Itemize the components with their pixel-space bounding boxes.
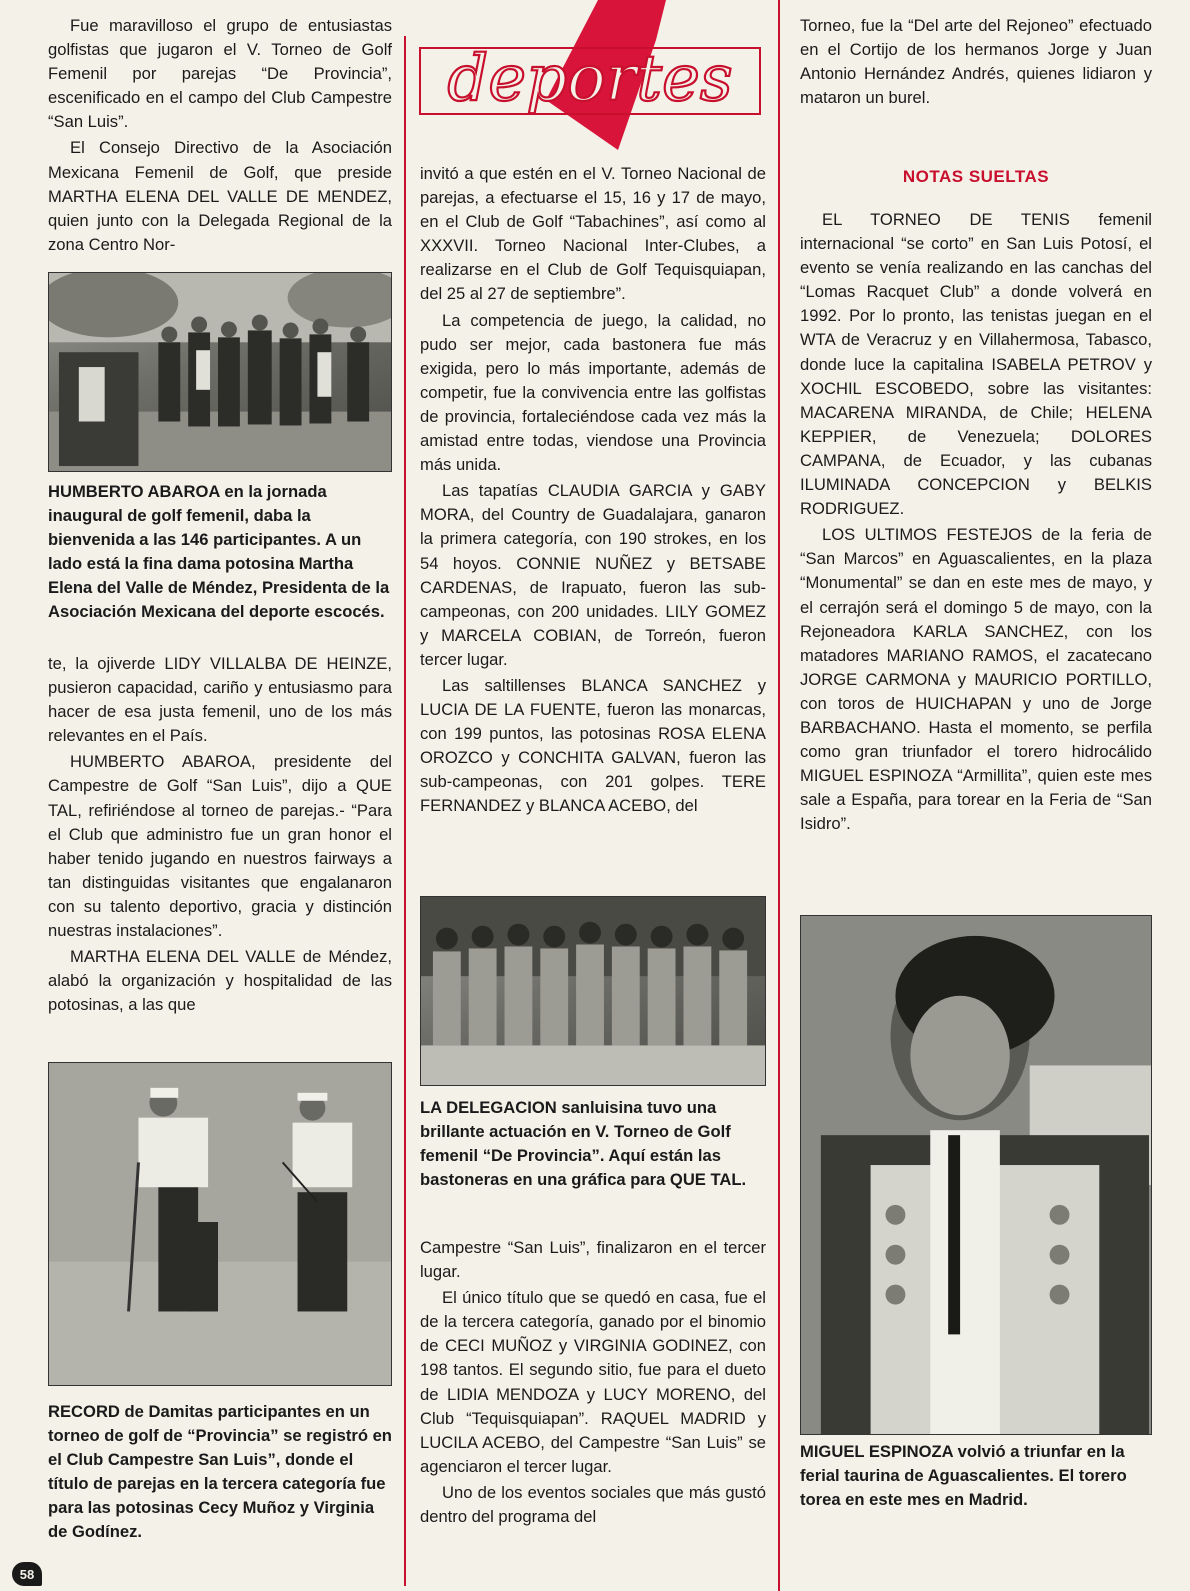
col3-paragraph-3: LOS ULTIMOS FESTEJOS de la feria de “San Marcos” en Aguascalientes, en la plaza “Monumental” se dan en este mes de mayo, y el cerrajón será el domingo 5 de mayo, con la Rejoneadora KARLA SANCHEZ, con los matadores MARIANO RAMOS, el zacatecano JORGE CARMONA y MAURICIO PORTILLO, con toros de HUICHAPAN y uno de Jorge BARBACHANO. Hasta el momento, se perfila como gran triunfador el torero hidrocálido MIGUEL ESPINOZA “Armillita”, quien este mes sale a España, para torear en la Feria de “San Isidro”. [800, 525, 1152, 834]
col3-paragraph-1: Torneo, fue la “Del arte del Rejoneo” efectuado en el Cortijo de los hermanos Jorge y Juan Antonio Hernández Andrés, quienes lidiaron y mataron un burel. [800, 16, 1152, 108]
col3-paragraph-2: EL TORNEO DE TENIS femenil internacional “se corto” en San Luis Potosí, el evento se venía realizando en las canchas del “Lomas Racquet Club” a donde volverá en 1992. Por lo pronto, las tenistas juegan en el WTA de Veracruz y en Villahermosa, Tabasco, donde luce la capitalina ISABELA PETROV y XOCHIL ESCOBEDO, sobre las visitantes: MACARENA MIRANDA, de Chile; HELENA KEPPIER, de Venezuela; DOLORES CAMPANA, de Ecuador, y las cubanas ILUMINADA CONCEPCION y BELKIS RODRIGUEZ. [800, 210, 1152, 519]
col2-paragraph-1: invitó a que estén en el V. Torneo Nacional de parejas, a efectuarse el 15, 16 y 17 de mayo, en el Club de Golf “Tabachines”, así como al XXXVII. Torneo Nacional Inter-Clubes, a realizarse en el Club de Golf Tequisquiapan, del 25 al 27 de septiembre”. [420, 164, 766, 304]
photo-inauguration [48, 272, 392, 472]
column-rule-left [404, 36, 406, 1586]
column-1-mid [48, 652, 392, 1019]
col1-paragraph-3: te, la ojiverde LIDY VILLALBA DE HEINZE, pusieron capacidad, cariño y entusiasmo para hacer de esa justa femenil, uno de los más relevantes en el País. [48, 654, 392, 746]
col1-paragraph-1: Fue maravilloso el grupo de entusiastas golfistas que jugaron el V. Torneo de Golf Femenil por parejas “De Provincia”, escenificado en el campo del Club Campestre “San Luis”. [48, 16, 392, 132]
col2-caption: LA DELEGACION sanluisina tuvo una brillante actuación en V. Torneo de Golf femenil “De Provincia”. Aquí están las bastoneras en una gráfica para QUE TAL. [420, 1098, 747, 1190]
golf-swing-icon [49, 1063, 391, 1385]
col1-caption-1: HUMBERTO ABAROA en la jornada inaugural de golf femenil, daba la bienvenida a las 146 participantes. A un lado está la fina dama potosina Martha Elena del Valle de Méndez, Presidenta de la Asociación Mexicana del deporte escocés. [48, 482, 390, 622]
photo-delegation [420, 896, 766, 1086]
section-title: deportes [447, 42, 733, 116]
col1-paragraph-2: El Consejo Directivo de la Asociación Mexicana Femenil de Golf, que preside MARTHA ELENA DEL VALLE DE MENDEZ, quien junto con la Delegada Regional de la zona Centro Nor- [48, 138, 392, 254]
column-2-bottom [420, 1236, 766, 1531]
column-3-body [800, 208, 1152, 838]
podium-group-icon [49, 273, 391, 471]
col2-paragraph-3: Las tapatías CLAUDIA GARCIA y GABY MORA, del Country de Guadalajara, ganaron la primera categoría, con 190 strokes, en los 54 hoyos. CONNIE NUÑEZ y BETSABE CARDENAS, de Irapuato, fueron las sub-campeonas, con 200 unidades. LILY GOMEZ y MARCELA COBIAN, de Torreón, fueron tercer lugar. [420, 481, 766, 669]
col2-paragraph-2: La competencia de juego, la calidad, no pudo ser mejor, cada bastonera fue más exigida, pero lo más importante, además de competir, fue la convivencia entre las golfistas de provincia, fortaleciéndose cada vez más la amistad entre todas, viendose una Provincia más unida. [420, 310, 766, 475]
col3-caption: MIGUEL ESPINOZA volvió a triunfar en la ferial taurina de Aguascalientes. El torero torea en este mes en Madrid. [800, 1442, 1127, 1510]
column-2-top [420, 162, 766, 821]
page-number: 58 [12, 1562, 42, 1586]
col1-paragraph-4: HUMBERTO ABAROA, presidente del Campestre de Golf “San Luis”, dijo a QUE TAL, refiriéndose al torneo de parejas.- “Para el Club que administro fue un gran honor el haber tenido jugando en nuestros fairways a tan distinguidas visitantes que engalanaron con su talento deportivo, gracia y distinción nuestras instalaciones”. [48, 752, 392, 941]
col1-caption-2: RECORD de Damitas participantes en un torneo de golf de “Provincia” se registró en el Club Campestre San Luis”, donde el título de parejas en la tercera categoría fue para las potosinas Cecy Muñoz y Virginia de Godínez. [48, 1402, 392, 1542]
section-logo [418, 0, 774, 155]
col2-paragraph-7: Uno de los eventos sociales que más gustó dentro del programa del [420, 1482, 766, 1527]
col1-paragraph-5: MARTHA ELENA DEL VALLE de Méndez, alabó la organización y hospitalidad de las potosinas, a las que [48, 947, 392, 1015]
column-3-top [800, 14, 1152, 112]
column-rule-right [778, 0, 780, 1591]
deportes-logo-icon [418, 0, 774, 155]
photo-bullfighter [800, 915, 1152, 1435]
photo-golfers [48, 1062, 392, 1386]
column-1-top [48, 14, 392, 259]
col2-paragraph-5: Campestre “San Luis”, finalizaron en el tercer lugar. [420, 1238, 766, 1282]
notas-sueltas-heading: NOTAS SUELTAS [902, 167, 1050, 186]
matador-icon [801, 916, 1151, 1434]
col2-paragraph-4: Las saltillenses BLANCA SANCHEZ y LUCIA DE LA FUENTE, fueron las monarcas, con 199 puntos, las potosinas ROSA ELENA OROZCO y CONCHITA GALVAN, fueron las sub-campeonas, con 201 golpes. TERE FERNANDEZ y BLANCA ACEBO, del [420, 675, 766, 816]
col2-paragraph-6: El único título que se quedó en casa, fue el de la tercera categoría, ganado por el binomio de CECI MUÑOZ y VIRGINIA GODINEZ, con 198 tantos. El segundo sitio, fue para el dueto de LIDIA MENDOZA y LUCY MORENO, del Club “Tequisquiapan”. RAQUEL MADRID y LUCILA ACEBO, del Campestre “San Luis” se agenciaron el tercer lugar. [420, 1288, 766, 1476]
group-lineup-icon [421, 897, 765, 1085]
